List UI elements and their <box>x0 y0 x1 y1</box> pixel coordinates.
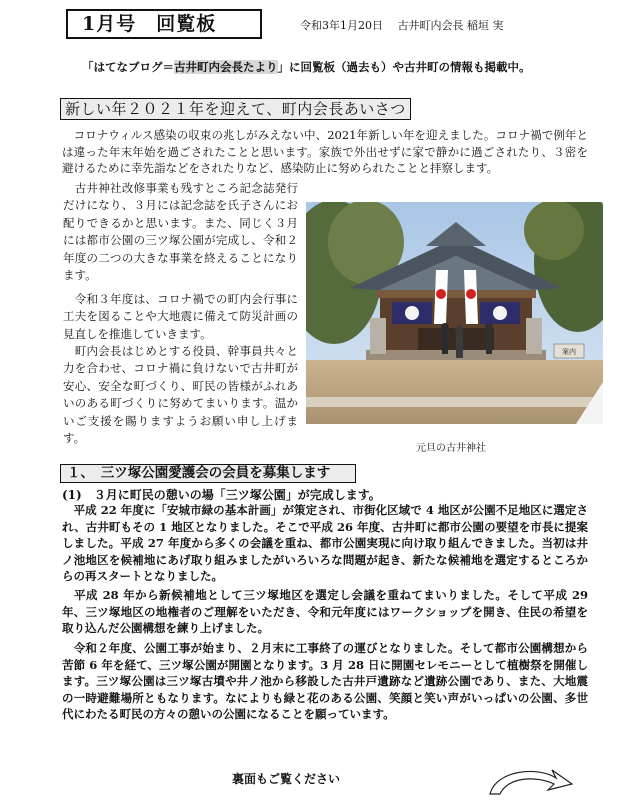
section1-subheading: (1) ３月に町民の憩いの場「三ツ塚公園」が完成します。 <box>62 488 381 502</box>
shrine-photo <box>306 202 603 424</box>
photo-caption: 元旦の古井神社 <box>416 443 486 454</box>
greeting-paragraph-3: 令和３年度は、コロナ禍での町内会行事に工夫を図ることや大地震に備えて防災計画の見直しを推進していきます。 <box>63 292 298 341</box>
section1-paragraph-2: 平成 28 年から新候補地として三ツ塚地区を選定し会議を重ねてまいりました。そして平成 29 年、三ツ塚地区の地権者のご理解をいただき、令和元年度にはワークショップを開き、住民の希望を取り込んだ公園構想を練り上げました。 <box>62 588 588 636</box>
blog-note <box>82 59 531 75</box>
blog-note-suffix: 」に回覧板（過去も）や古井町の情報も掲載中。 <box>277 60 531 74</box>
blog-note-prefix: 「はてなブログ＝ <box>82 60 174 74</box>
photo-sign-text: 案内 <box>562 348 576 356</box>
date-author-line: 令和3年1月20日 古井町内会長 稲垣 実 <box>300 19 504 32</box>
section1-paragraph-1: 平成 22 年度に「安城市緑の基本計画」が策定され、市街化区域で 4 地区が公園不足地区に選定され、古井町もその 1 地区となりました。そこで平成 26 年度、古井町に都市公園の要望を市長に提案しました。平成 27 年度から多くの会議を重ね、都市公園実現に向け取り組んできました。当初は井ノ池地区を候補地にあげ取り組みましたがいろいろな問題が起き、新たな候補地を選定するところからの再スタートとなりました。 <box>62 503 588 584</box>
page-turn-arrow-icon <box>486 764 576 798</box>
blog-name-highlight: 古井町内会長たより <box>174 60 278 74</box>
newsletter-title: 1月号 回覧板 <box>66 9 262 39</box>
section1-paragraph-3: 令和２年度、公園工事が始まり、２月末に工事終了の運びとなりました。そして都市公園構想から苦節 6 年を経て、三ツ塚公園が開園となります。3 月 28 日に開園セレモニーとして植樹祭を開催します。三ツ塚公園は三ツ塚古墳や井ノ池から移設した古井戸遺跡など遺跡公園であり、また、大地震の一時避難場所ともなります。なによりも緑と花のある公園、笑顔と笑い声がいっぱいの公園、多世代にわたる町民の方々の憩いの公園になることを願っています。 <box>62 641 588 722</box>
greeting-paragraph-2: 古井神社改修事業も残すところ記念誌発行だけになり、３月には記念誌を氏子さんにお配りできるかと思います。また、同じく３月には都市公園の三ツ塚公園が完成し、令和２年度の二つの大きな事業を終えることになります。 <box>63 181 298 283</box>
section1-heading: １、 三ツ塚公園愛護会の会員を募集します <box>60 464 356 483</box>
greeting-paragraph-1: コロナウィルス感染の収束の兆しがみえない中、2021年新しい年を迎えました。コロナ禍で例年とは違った年末年始を過ごされたことと思います。家族で外出せずに家で静かに過ごされたり、３密を避けるために幸先詣などをされたりなど、感染防止に努められたことと拝察します。 <box>62 128 588 176</box>
greeting-paragraph-4: 町内会長はじめとする役員、幹事員共々と力を合わせ、コロナ禍に負けないで古井町が安心、安全な町づくり、町民の皆様がふれあいのある町づくりに努めてまいります。温かいご支援を賜りますようお願い申し上げます。 <box>63 344 298 446</box>
greeting-heading: 新しい年２０２１年を迎えて、町内会長あいさつ <box>60 98 411 120</box>
see-reverse-note: 裏面もご覧ください <box>232 772 341 786</box>
